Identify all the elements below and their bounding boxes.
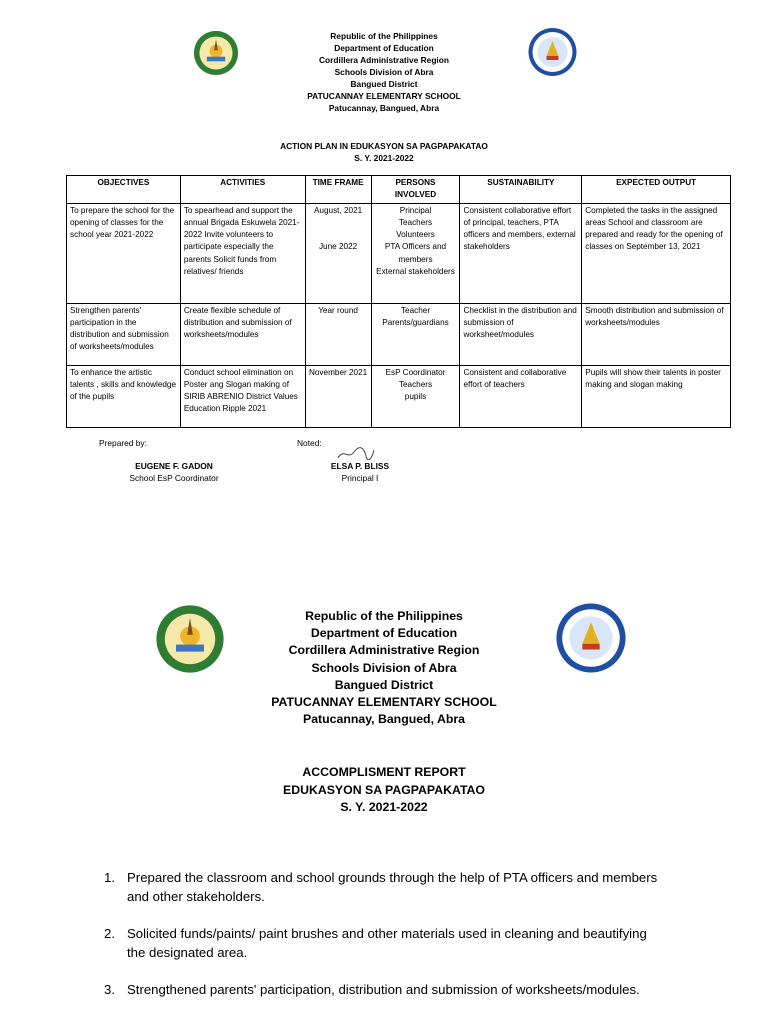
header-line: PATUCANNAY ELEMENTARY SCHOOL [307,91,461,101]
list-item-number: 1. [104,870,115,885]
list-item-number: 2. [104,926,115,941]
plan-school-year: S. Y. 2021-2022 [354,153,414,163]
header-line: Department of Education [310,626,458,641]
list-item-text: Solicited funds/paints/ paint brushes and other materials used in cleaning and beautifying the designated area. [127,926,647,960]
time-frame-text: August, 2021 [313,205,363,215]
time-frame-text: November 2021 [308,367,368,377]
report-title-line: ACCOMPLISMENT REPORT [302,765,466,779]
column-header: ACTIVITIES [180,176,305,204]
output-cell: Completed the tasks in the assigned areas School and classroom are prepared and ready for the opening of classes on September 13, 2021 [582,203,731,303]
header-line: Cordillera Administrative Region [288,643,480,658]
column-header: TIME FRAME [305,176,371,204]
header-line: Patucannay, Bangued, Abra [328,103,440,113]
persons-cell [371,203,460,303]
persons-cell [371,303,460,365]
prepared-name: EUGENE F. GADON [135,461,213,471]
sustainability-cell: Consistent and collaborative effort of teachers [460,365,582,427]
table-row [67,365,731,427]
table-header-row [67,176,731,204]
output-cell: Pupils will show their talents in poster making and slogan making [582,365,731,427]
persons-cell [371,365,460,427]
noted-title: Principal I [341,473,379,483]
objective-cell: Strengthen parents' participation in the distribution and submission of worksheets/modules [67,303,181,365]
prepared-title: School EsP Coordinator [129,473,219,483]
list-item [104,868,664,906]
column-header: OBJECTIVES [67,176,181,204]
noted-block [310,460,410,484]
header-line: PATUCANNAY ELEMENTARY SCHOOL [271,695,497,710]
noted-name: ELSA P. BLISS [330,461,390,471]
table-row [67,303,731,365]
time-frame-cell [305,365,371,427]
output-cell: Smooth distribution and submission of worksheets/modules [582,303,731,365]
time-frame-text: June 2022 [318,241,358,251]
column-header: EXPECTED OUTPUT [582,176,731,204]
list-item-text: Prepared the classroom and school grounds through the help of PTA officers and members and other stakeholders. [127,870,658,904]
header-line: Bangued District [350,79,418,89]
school-header-report [0,608,768,728]
column-header: PERSONS INVOLVED [371,176,460,204]
person-text: Teachers [398,379,433,389]
noted-label: Noted: [297,438,322,448]
list-item-text: Strengthened parents' participation, distribution and submission of worksheets/modules. [127,982,640,997]
action-plan-title [0,140,768,164]
person-text: External stakeholders [376,267,455,277]
activities-cell: Conduct school elimination on Poster ang Slogan making of SIRIB ABRENIO District Values Education Ripple 2021 [180,365,305,427]
list-item [104,924,664,962]
person-text: Teachers [398,217,433,227]
activities-cell: Create flexible schedule of distribution and submission of worksheets/modules [180,303,305,365]
person-text: PTA Officers and members [384,242,447,264]
header-line: Republic of the Philippines [330,31,438,41]
time-frame-cell [305,303,371,365]
objective-cell: To prepare the school for the opening of classes for the school year 2021-2022 [67,203,181,303]
school-header [0,30,768,114]
header-line: Schools Division of Abra [334,67,434,77]
activities-cell: To spearhead and support the annual Brigada Eskuwela 2021-2022 Invite volunteers to participate especially the parents Solicit funds from relatives/ friends [180,203,305,303]
column-header: SUSTAINABILITY [460,176,582,204]
objective-cell: To enhance the artistic talents , skills and knowledge of the pupils [67,365,181,427]
person-text: Principal [399,205,432,215]
prepared-by-label: Prepared by: [99,438,147,448]
header-line: Bangued District [334,677,434,692]
report-title-line: EDUKASYON SA PAGPAPAKATAO [283,782,485,797]
list-item [104,980,664,999]
header-line: Cordillera Administrative Region [319,55,449,65]
time-frame-text: Year round [318,305,358,315]
person-text: EsP Coordinator [385,367,446,377]
person-text: Volunteers [396,230,435,240]
person-text: pupils [404,392,427,402]
report-title [0,764,768,817]
header-line: Republic of the Philippines [305,609,463,623]
sustainability-cell: Checklist in the distribution and submission of worksheet/modules [460,303,582,365]
sustainability-cell: Consistent collaborative effort of principal, teachers, PTA officers and members, external stakeholders [460,203,582,303]
person-text: Teacher [400,305,431,315]
header-line: Department of Education [334,43,434,53]
prepared-by-block [110,460,238,484]
table-row [67,203,731,303]
time-frame-cell [305,203,371,303]
accomplishment-list [104,868,664,1017]
header-line: Patucannay, Bangued, Abra [303,712,465,727]
action-plan-table [66,175,731,428]
list-item-number: 3. [104,982,115,997]
person-text: Parents/guardians [382,317,449,327]
plan-title-text: ACTION PLAN IN EDUKASYON SA PAGPAPAKATAO [280,141,488,151]
header-line: Schools Division of Abra [311,660,457,675]
report-title-line: S. Y. 2021-2022 [340,800,428,814]
